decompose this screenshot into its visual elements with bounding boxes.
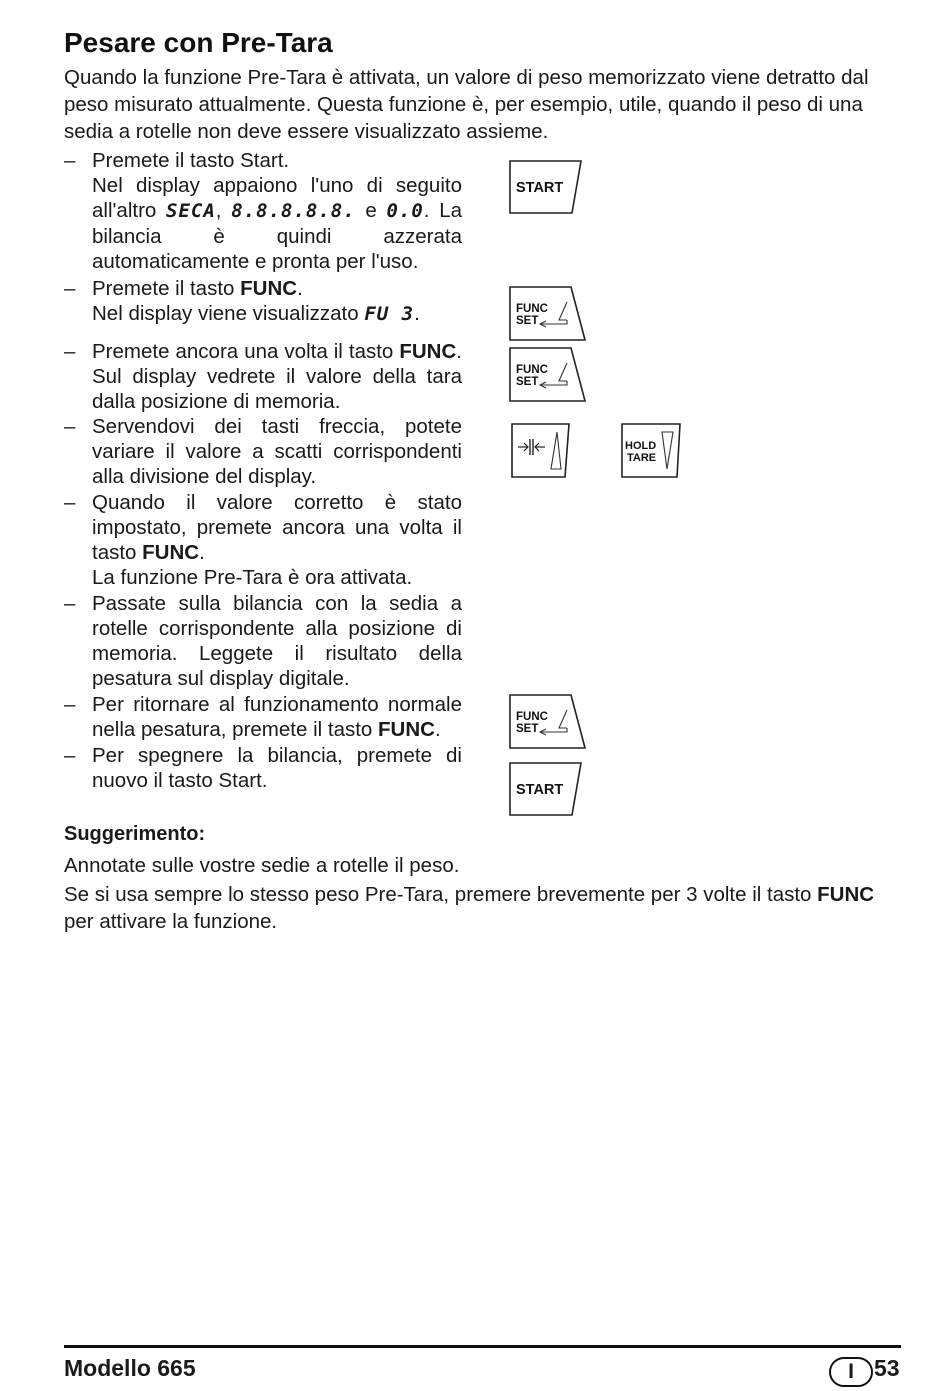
start-key-icon xyxy=(509,762,583,817)
start-key-icon xyxy=(509,160,583,215)
tip-title: Suggerimento: xyxy=(64,823,206,845)
step-1-detail xyxy=(92,173,462,274)
tip-text-b: per attivare la funzione. xyxy=(64,910,278,933)
dash: – xyxy=(64,744,76,767)
start-key-label: START xyxy=(516,782,564,798)
set-key-label: SET xyxy=(516,723,539,735)
func-set-key-icon xyxy=(509,694,587,750)
dash: – xyxy=(64,592,76,615)
separator: , xyxy=(215,199,232,222)
func-key-label: FUNC xyxy=(516,364,548,376)
step-6-text: Passate sulla bilancia con la sedia a rotelle corrispondente alla posizione di memoria. Leggete il risultato della pesatura sul display digitale. xyxy=(92,592,462,690)
step-1-text-end: . La bilancia è quindi azzerata automaticamente e pronta per l'uso. xyxy=(92,199,462,273)
intro-paragraph: Quando la funzione Pre-Tara è attivata, un valore di peso memorizzato viene detratto dal peso misurato attualmente. Questa funzione è, per esempio, utile, quando il peso di una sedia a rotelle non deve essere visualizzato assieme. xyxy=(64,66,869,143)
func-set-key-icon xyxy=(509,286,587,342)
separator: e xyxy=(355,199,387,222)
zero-arrow-key-icon xyxy=(511,423,571,479)
func-keyword: FUNC xyxy=(399,340,457,363)
hold-tare-key-icon xyxy=(621,423,683,479)
func-keyword: FUNC xyxy=(240,277,298,300)
lcd-segments: 8.8.8.8.8. xyxy=(231,200,356,222)
step-3-text-a: Premete ancora una volta il tasto xyxy=(92,340,400,363)
step-7-text-a: Per ritornare al funzionamento normale nella pesatura, premete il tasto xyxy=(92,693,462,741)
tip-text-a: Se si usa sempre lo stesso peso Pre-Tara, premere brevemente per 3 volte il tasto xyxy=(64,883,818,906)
lcd-zero: 0.0 xyxy=(386,200,424,222)
step-2-text-2: Nel display viene visualizzato xyxy=(92,302,365,325)
dash: – xyxy=(64,415,76,438)
step-2-detail xyxy=(92,301,462,327)
step-8-text: Per spegnere la bilancia, premete di nuovo il tasto Start. xyxy=(92,744,462,792)
step-5-detail: La funzione Pre-Tara è ora attivata. xyxy=(92,566,413,589)
page-title: Pesare con Pre-Tara xyxy=(64,27,333,58)
period: . xyxy=(414,302,420,325)
step-2-line xyxy=(92,276,462,301)
func-set-key-icon xyxy=(509,347,587,403)
period: . xyxy=(297,277,303,300)
period: . xyxy=(434,718,441,741)
func-keyword: FUNC xyxy=(378,718,435,741)
start-key-label: START xyxy=(516,180,564,196)
footer-rule xyxy=(64,1345,901,1348)
dash: – xyxy=(64,491,76,514)
step-3-text-b: . Sul display vedrete il valore della tara dalla posizione di memoria. xyxy=(92,340,462,413)
period: . xyxy=(199,541,205,564)
step-7-text xyxy=(92,692,462,742)
tare-key-label: TARE xyxy=(627,452,657,464)
dash: – xyxy=(64,340,76,363)
set-key-label: SET xyxy=(516,376,539,388)
func-key-label: FUNC xyxy=(516,303,548,315)
step-5-text-a: Quando il valore corretto è stato impostato, premete ancora una volta il tasto xyxy=(92,491,462,564)
step-2-text: Premete il tasto xyxy=(92,277,241,300)
func-keyword: FUNC xyxy=(817,883,875,906)
lcd-fu3: FU 3 xyxy=(364,303,415,325)
func-key-label: FUNC xyxy=(516,711,548,723)
dash: – xyxy=(64,277,76,300)
step-3-text xyxy=(92,339,462,414)
language-badge: I xyxy=(829,1357,873,1387)
tip-line-2 xyxy=(64,881,904,935)
func-keyword: FUNC xyxy=(142,541,200,564)
step-5-text xyxy=(92,490,462,565)
lcd-seca: SECA xyxy=(166,200,216,222)
dash: – xyxy=(64,693,76,716)
step-1-text: Nel display appaiono l'uno di seguito all'altro xyxy=(92,174,462,222)
tip-line-1: Annotate sulle vostre sedie a rotelle il peso. xyxy=(64,854,460,877)
footer-model: Modello 665 xyxy=(64,1355,196,1381)
page-number: 53 xyxy=(874,1355,900,1381)
dash: – xyxy=(64,149,76,172)
step-1-line: Premete il tasto Start. xyxy=(92,149,290,172)
hold-key-label: HOLD xyxy=(625,440,657,452)
set-key-label: SET xyxy=(516,315,539,327)
step-4-text: Servendovi dei tasti freccia, potete variare il valore a scatti corrispondenti alla divisione del display. xyxy=(92,415,462,488)
